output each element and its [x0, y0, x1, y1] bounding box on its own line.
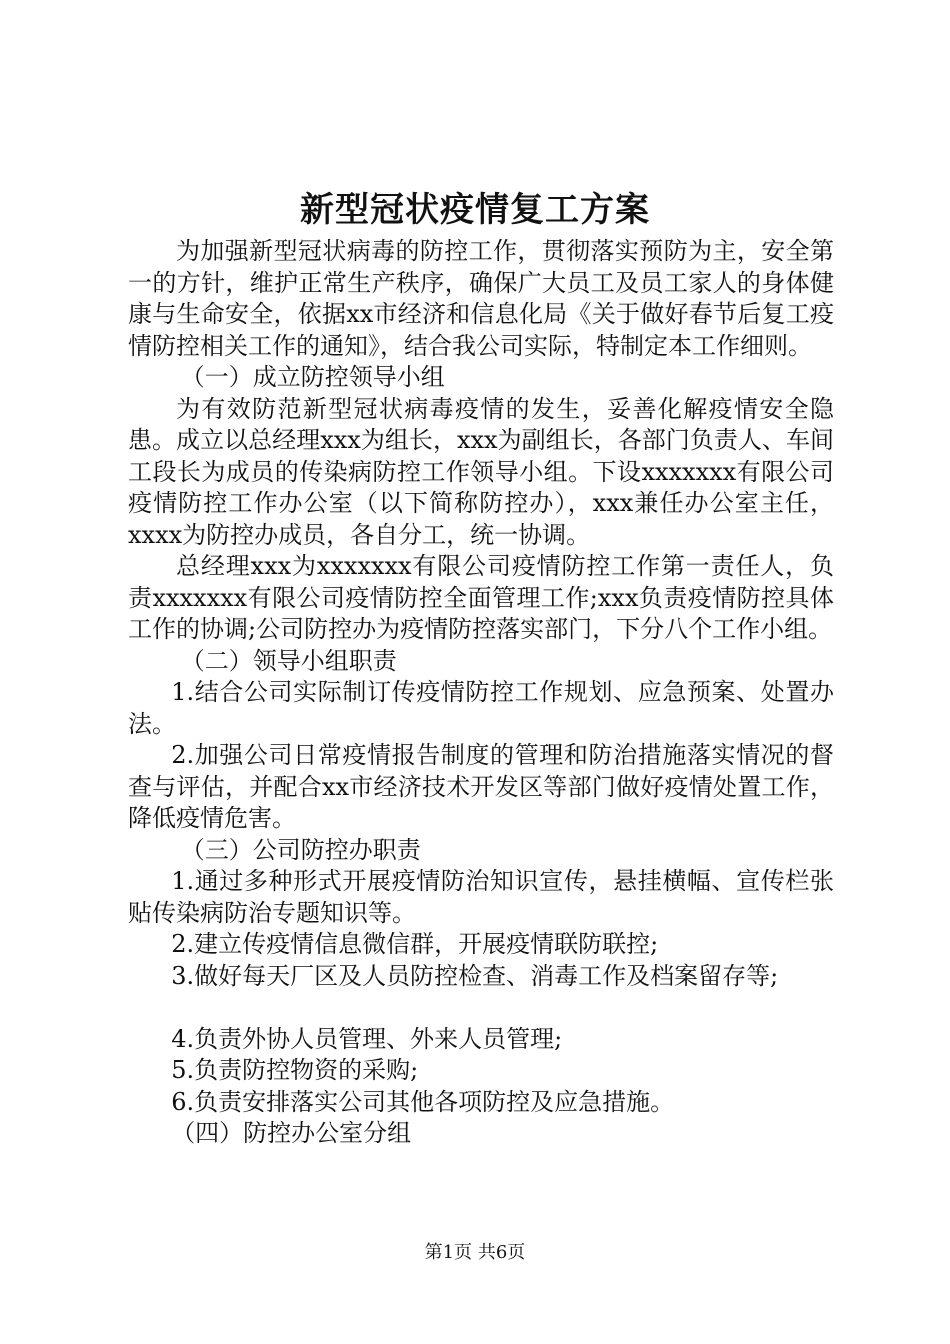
- paragraph-responsibility: 总经理xxx为xxxxxxx有限公司疫情防控工作第一责任人，负责xxxxxxx有限公司疫情防控全面管理工作;xxx负责疫情防控具体工作的协调;公司防控办为疫情防控落实部门，下分八个工作小组。: [128, 552, 834, 643]
- list-item-office-5: 5.负责防控物资的采购;: [171, 1056, 419, 1084]
- list-item-office-1: 1.通过多种形式开展疫情防治知识宣传，悬挂横幅、宣传栏张贴传染病防治专题知识等。: [128, 867, 834, 927]
- section-heading-2: （二）领导小组职责: [180, 646, 397, 675]
- section-heading-4: （四）防控办公室分组: [171, 1119, 412, 1147]
- paragraph-leadership-group: 为有效防范新型冠状病毒疫情的发生，妥善化解疫情安全隐患。成立以总经理xxx为组长，xxx为副组长，各部门负责人、车间工段长为成员的传染病防控工作领导小组。下设xxxxxxx有限公司疫情防控工作办公室（以下简称防控办），xxx兼任办公室主任，xxxx为防控办成员，各自分工，统一协调。: [128, 394, 834, 549]
- document-title: 新型冠状疫情复工方案: [300, 190, 650, 230]
- section-heading-3: （三）公司防控办职责: [180, 835, 421, 864]
- list-item-office-2: 2.建立传疫情信息微信群，开展疫情联防联控;: [171, 930, 659, 958]
- blank-line: [128, 992, 834, 1024]
- list-item-leadership-2: 2.加强公司日常疫情报告制度的管理和防治措施落实情况的督查与评估，并配合xx市经济技术开发区等部门做好疫情处置工作，降低疫情危害。: [128, 741, 834, 832]
- list-item-office-6: 6.负责安排落实公司其他各项防控及应急措施。: [171, 1087, 675, 1116]
- intro-paragraph: 为加强新型冠状病毒的防控工作，贯彻落实预防为主，安全第一的方针，维护正常生产秩序，确保广大员工及员工家人的身体健康与生命安全，依据xx市经济和信息化局《关于做好春节后复工疫情防控相关工作的通知》，结合我公司实际，特制定本工作细则。: [128, 237, 834, 360]
- section-heading-1: （一）成立防控领导小组: [180, 363, 445, 391]
- list-item-leadership-1: 1.结合公司实际制订传疫情防控工作规划、应急预案、处置办法。: [128, 678, 834, 738]
- page-footer: 第1页 共6页: [424, 1242, 526, 1263]
- document-body: [128, 236, 834, 1150]
- list-item-office-4: 4.负责外协人员管理、外来人员管理;: [171, 1024, 563, 1053]
- list-item-office-3: 3.做好每天厂区及人员防控检查、消毒工作及档案留存等;: [171, 961, 779, 990]
